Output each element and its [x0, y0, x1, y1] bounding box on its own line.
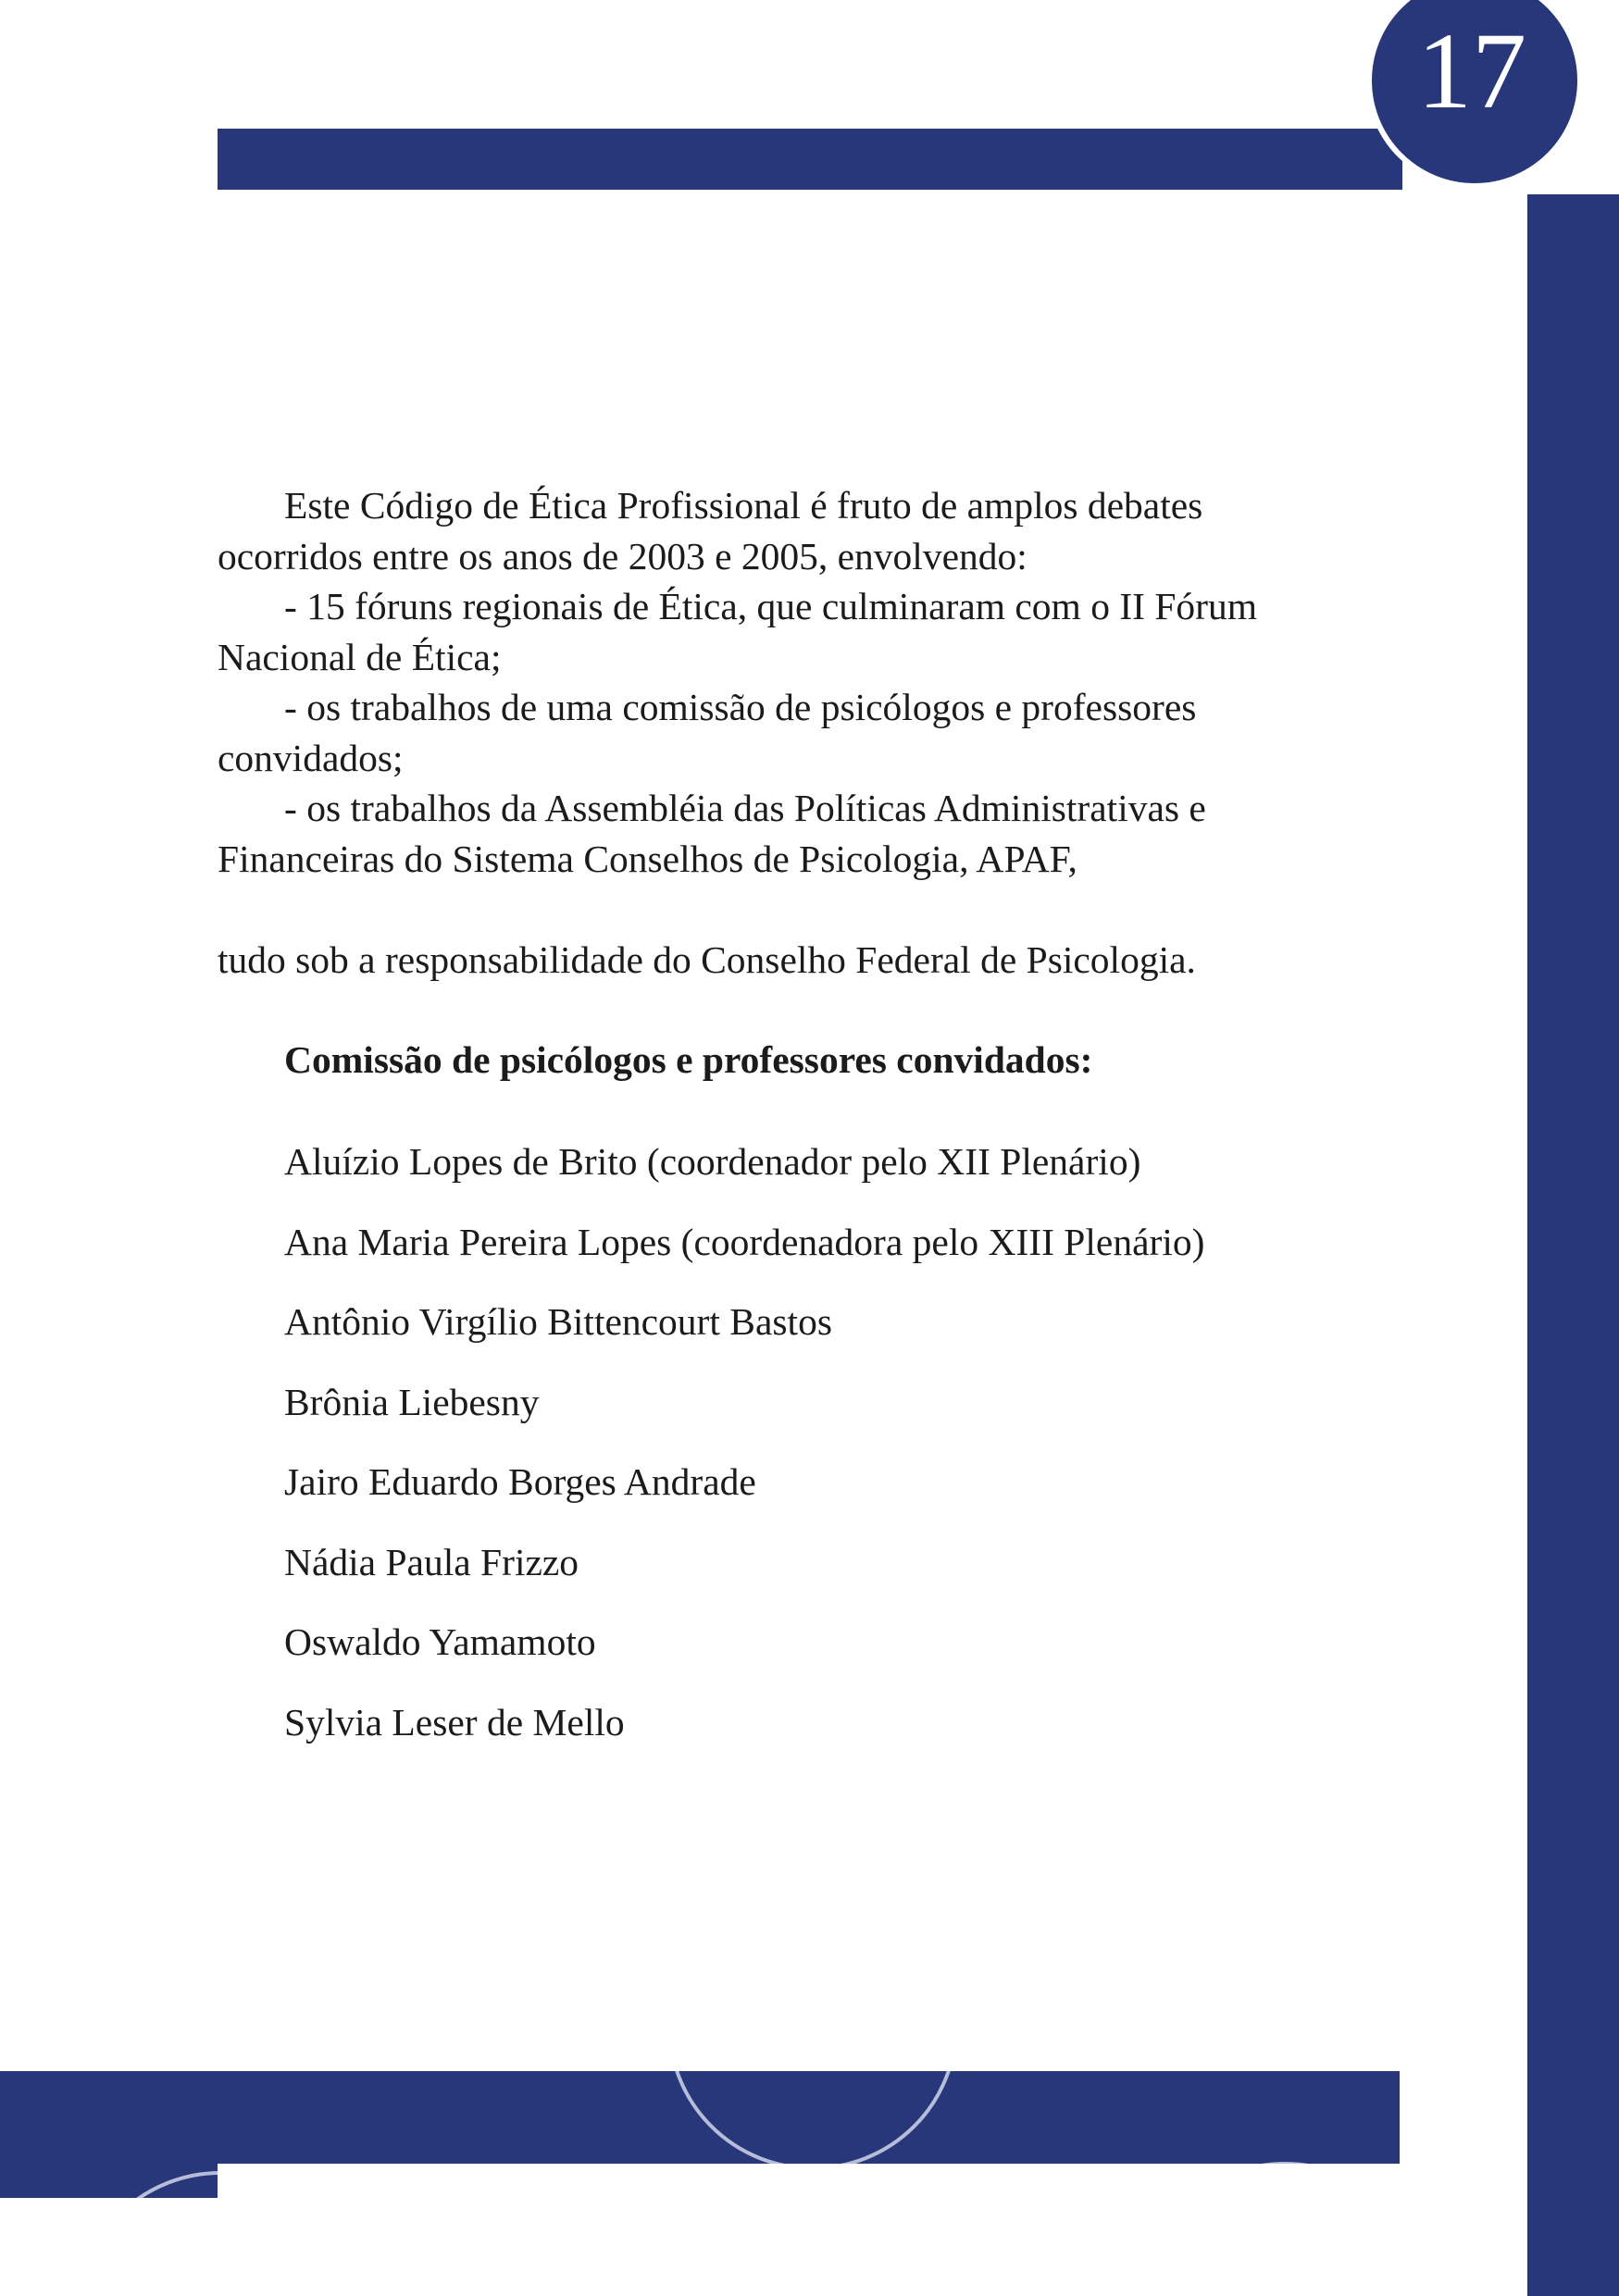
intro-line: Nacional de Ética;	[218, 635, 502, 678]
intro-line: - os trabalhos de uma comissão de psicólogos e professores	[284, 686, 1197, 728]
member-name: Antônio Virgílio Bittencourt Bastos	[284, 1300, 832, 1343]
intro-line: convidados;	[218, 736, 404, 779]
member-name: Aluízio Lopes de Brito (coordenador pelo XII Plenário)	[284, 1140, 1141, 1183]
commission-heading: Comissão de psicólogos e professores convidados:	[284, 1038, 1093, 1081]
footer-band-tab	[0, 2164, 218, 2198]
closing-line: tudo sob a responsabilidade do Conselho Federal de Psicologia.	[218, 937, 1196, 981]
intro-line: - os trabalhos da Assembléia das Políticas Administrativas e	[284, 787, 1206, 829]
member-name: Jairo Eduardo Borges Andrade	[284, 1460, 756, 1503]
member-name: Nádia Paula Frizzo	[284, 1540, 579, 1583]
member-name: Ana Maria Pereira Lopes (coordenadora pelo XIII Plenário)	[284, 1220, 1205, 1263]
page-number: 17	[1417, 10, 1526, 131]
intro-line: Este Código de Ética Profissional é fruto de amplos debates	[284, 484, 1203, 527]
member-name: Brônia Liebesny	[284, 1380, 540, 1423]
top-header-bar	[218, 129, 1402, 190]
member-name: Sylvia Leser de Mello	[284, 1700, 625, 1744]
intro-text	[218, 480, 1421, 985]
right-side-bar	[1527, 194, 1619, 2296]
intro-line: Financeiras do Sistema Conselhos de Psicologia, APAF,	[218, 837, 1077, 880]
footer-band	[0, 2071, 1400, 2164]
paragraph-gap	[218, 884, 1421, 935]
intro-line: - 15 fóruns regionais de Ética, que culminaram com o II Fórum	[284, 585, 1258, 627]
footer-circle-right	[1141, 2164, 1428, 2296]
member-name: Oswaldo Yamamoto	[284, 1620, 596, 1663]
footer-decoration	[0, 2071, 1619, 2296]
commission-member-list	[284, 1136, 1204, 1777]
intro-line: ocorridos entre os anos de 2003 e 2005, envolvendo:	[218, 534, 1027, 577]
